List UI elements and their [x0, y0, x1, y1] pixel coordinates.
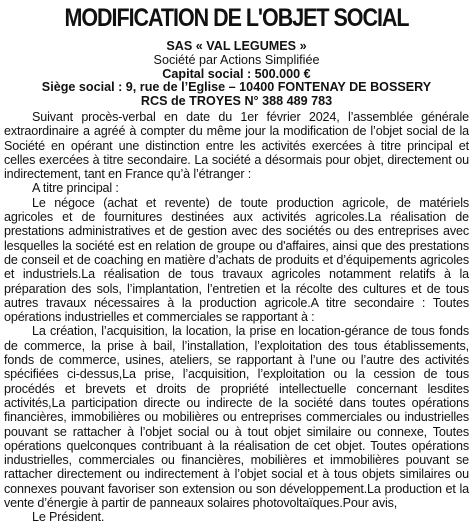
paragraph-main-heading: A titre principal :	[32, 181, 119, 196]
company-seat: Siège social : 9, rue de l’Eglise – 10400 FONTENAY DE BOSSERY	[41, 80, 432, 95]
paragraph-secondary-activities: La création, l’acquisition, la location, la prise en location-gérance de tous fonds de commerce, la prise à bail, l’installation, l’exploitation des tous établissements, fonds de commerce, usines, ateliers, se rapportant à l’une ou l’autre des activités spécifiées ci-dessus,La prise, l’acquisition, l’exploitation ou la cession de tous procédés et brevets et droits de propriété intellectuelle concernant lesdites activités,La participation directe ou indirecte de la société dans toutes opérations financières, immobilières ou mobilières ou entreprises commerciales ou industrielles pouvant se rattacher à l’objet social ou à tout objet similaire ou connexe, Toutes opérations quelconques contribuant à la réalisation de cet objet. Toutes opérations industrielles, commerciales ou financières, mobilières et immobilières pouvant se rattacher directement ou indirectement à l’objet social et à tous objets similaires ou connexes pouvant favoriser son extension ou son développement.La production et la vente d’énergie à partir de panneaux solaires photovoltaïques.Pour avis,	[4, 324, 469, 510]
paragraph-main-activities: Le négoce (achat et revente) de toute production agricole, de matériels agricoles et de fournitures destinées aux activités agricoles.La réalisation de prestations administratives et de gestion avec des sociétés ou des entreprises avec lesquelles la société est en relation de groupe ou d'affaires, ainsi que des prestations de conseil et de coaching en matière d’achats de produits et d’équipements agricoles et industriels.La réalisation de tous travaux agricoles notamment relatifs à la préparation des sols, l’implantation, l’entretien et la récolte des cultures et de tous autres travaux nécessaires à la production agricole.A titre secondaire : Toutes opérations industrielles et commerciales se rapportant à :	[4, 195, 469, 325]
paragraph-signature: Le Président.	[32, 510, 105, 525]
company-name: SAS « VAL LEGUMES »	[166, 39, 307, 53]
company-capital: Capital social : 500.000 €	[162, 66, 311, 81]
company-form: Société par Actions Simplifiée	[153, 52, 320, 67]
company-rcs: RCS de TROYES N° 388 489 783	[140, 94, 333, 109]
paragraph-intro: Suivant procès-verbal en date du 1er février 2024, l’assemblée générale extraordinaire a agréé à compter du même jour la modification de l’objet social de la Société en opérant une distinction entre les activités exercées à titre principal et celles exercées à titre secondaire. La société a désormais pour objet, directement ou indirectement, tant en France qu’à l’étranger :	[4, 109, 469, 182]
notice-body	[4, 110, 469, 525]
notice-title: MODIFICATION DE L'OBJET SOCIAL	[64, 4, 409, 32]
company-header	[4, 40, 469, 109]
